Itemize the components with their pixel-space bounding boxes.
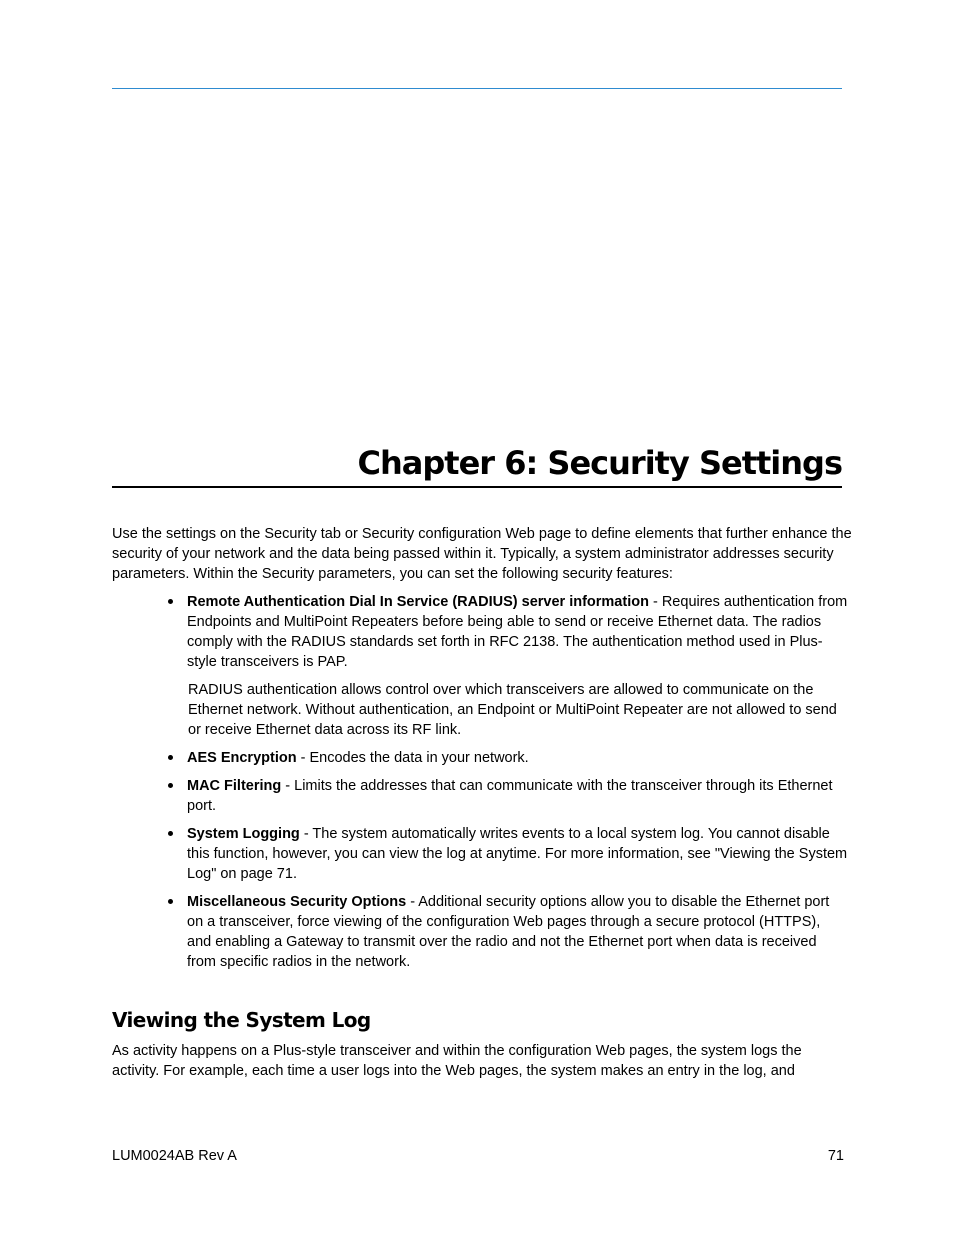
security-features-list (168, 592, 848, 972)
section-paragraph: As activity happens on a Plus-style transceiver and within the configuration Web pages, the system logs the activity. For example, each time a user logs into the Web pages, the system makes an entry in the log, and (112, 1043, 802, 1079)
section-heading: Viewing the System Log (112, 1008, 371, 1032)
bullet-icon (168, 831, 173, 836)
list-item-system-logging (168, 824, 848, 884)
feature-note: RADIUS authentication allows control over which transceivers are allowed to communicate on the Ethernet network. Without authentication, an Endpoint or MultiPoint Repeater are not allowed to send or receive Ethernet data across its RF link. (188, 682, 837, 738)
bullet-icon (168, 783, 173, 788)
footer-doc-id: LUM0024AB Rev A (112, 1148, 237, 1164)
feature-name: System Logging (187, 826, 300, 842)
footer-page-number: 71 (827, 1148, 844, 1164)
feature-name: MAC Filtering (187, 778, 282, 794)
list-item-radius (168, 592, 848, 740)
feature-description: - The system automatically writes events to a local system log. You cannot disable this function, however, you can view the log at anytime. For more information, see "Viewing the System Log" on page 71. (187, 826, 848, 882)
bullet-icon (168, 599, 173, 604)
list-item-mac-filtering (168, 776, 848, 816)
list-item-misc-security (168, 892, 848, 972)
chapter-title-rule (112, 486, 842, 488)
list-item-aes (168, 748, 848, 768)
feature-name: AES Encryption (187, 750, 297, 766)
chapter-title: Chapter 6: Security Settings (357, 444, 842, 482)
feature-description: - Encodes the data in your network. (296, 750, 529, 766)
bullet-icon (168, 899, 173, 904)
feature-description: - Additional security options allow you to disable the Ethernet port on a transceiver, force viewing of the configuration Web pages through a secure protocol (HTTPS), and enabling a Gateway to transmit over the radio and not the Ethernet port when data is received from specific radios in the network. (187, 894, 830, 970)
intro-paragraph: Use the settings on the Security tab or Security configuration Web page to define elements that further enhance the security of your network and the data being passed within it. Typically, a system administrator addresses security parameters. Within the Security parameters, you can set the following security features: (112, 526, 852, 582)
bullet-icon (168, 755, 173, 760)
feature-name: Remote Authentication Dial In Service (RADIUS) server information (187, 594, 649, 610)
feature-description: - Limits the addresses that can communicate with the transceiver through its Ethernet port. (187, 778, 833, 814)
feature-description: - Requires authentication from Endpoints and MultiPoint Repeaters before being able to send or receive Ethernet data. The radios comply with the RADIUS standards set forth in RFC 2138. The authentication method used in Plus-style transceivers is PAP. (187, 594, 848, 670)
feature-name: Miscellaneous Security Options (187, 894, 407, 910)
header-rule (112, 88, 842, 89)
